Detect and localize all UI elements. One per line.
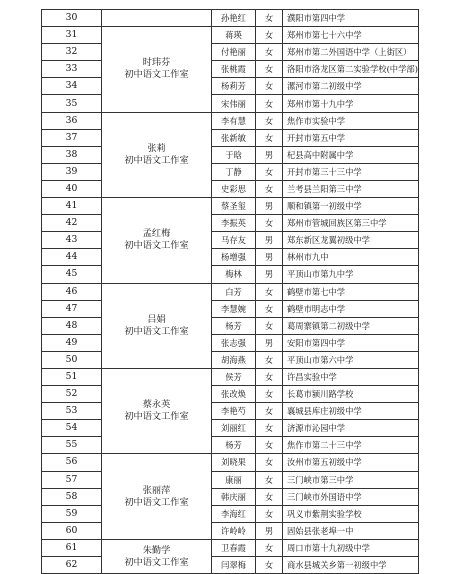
member-school: 安阳市第四中学 — [283, 334, 419, 351]
row-number: 60 — [42, 522, 102, 539]
row-number: 54 — [42, 420, 102, 437]
studio-leader: 孟红梅 — [142, 228, 171, 240]
member-name: 张志强 — [212, 334, 256, 351]
row-number: 31 — [42, 27, 102, 44]
table-row — [42, 112, 419, 129]
row-number: 37 — [42, 129, 102, 146]
member-name: 张改焕 — [212, 386, 256, 403]
member-school: 许昌实验中学 — [283, 368, 419, 385]
table-row — [42, 351, 419, 368]
member-gender: 女 — [256, 471, 283, 488]
member-school: 葛周寨镇第二初级中学 — [283, 317, 419, 334]
member-school: 郑州市第十九中学 — [283, 95, 419, 112]
row-number: 30 — [42, 10, 102, 27]
row-number: 57 — [42, 471, 102, 488]
member-name: 杨增强 — [212, 249, 256, 266]
member-school: 顺和镇第一初级中学 — [283, 198, 419, 215]
studio-label: 初中语文工作室 — [124, 240, 189, 252]
studio-label: 初中语文工作室 — [124, 69, 189, 81]
member-gender: 女 — [256, 163, 283, 180]
table-row — [42, 368, 419, 385]
studio-label: 初中语文工作室 — [124, 411, 189, 423]
member-school: 固始县张老埠一中 — [283, 522, 419, 539]
member-school: 平顶山市第六中学 — [283, 351, 419, 368]
member-name: 杨芳 — [212, 317, 256, 334]
row-number: 58 — [42, 488, 102, 505]
studio-leader: 张莉 — [147, 142, 166, 154]
member-gender: 女 — [256, 539, 283, 556]
table-row — [42, 505, 419, 522]
member-name: 于晗 — [212, 146, 256, 163]
row-number: 32 — [42, 44, 102, 61]
row-number: 53 — [42, 403, 102, 420]
table-row — [42, 180, 419, 197]
studio-label: 初中语文工作室 — [124, 556, 189, 568]
row-number: 35 — [42, 95, 102, 112]
member-school: 杞县高中附属中学 — [283, 146, 419, 163]
table-row — [42, 403, 419, 420]
table-row — [42, 471, 419, 488]
table-row — [42, 61, 419, 78]
member-name: 侯芳 — [212, 368, 256, 385]
member-gender: 女 — [256, 403, 283, 420]
member-name: 蔡圣玺 — [212, 198, 256, 215]
member-gender: 女 — [256, 300, 283, 317]
row-number: 52 — [42, 386, 102, 403]
table-row — [42, 437, 419, 454]
row-number: 51 — [42, 368, 102, 385]
member-school: 长葛市颍川路学校 — [283, 386, 419, 403]
studio-cell-empty — [102, 10, 212, 27]
studio-label: 初中语文工作室 — [124, 154, 189, 166]
row-number: 39 — [42, 163, 102, 180]
row-number: 40 — [42, 180, 102, 197]
member-gender: 女 — [256, 129, 283, 146]
table-row — [42, 249, 419, 266]
studio-leader: 蔡永英 — [142, 399, 171, 411]
studio-leader: 吕娟 — [147, 313, 166, 325]
table-row — [42, 488, 419, 505]
member-gender: 女 — [256, 386, 283, 403]
member-gender: 女 — [256, 95, 283, 112]
member-school: 兰考县兰阳第三中学 — [283, 180, 419, 197]
member-gender: 女 — [256, 437, 283, 454]
row-number: 41 — [42, 198, 102, 215]
row-number: 56 — [42, 454, 102, 471]
table-row — [42, 163, 419, 180]
member-school: 焦作市实验中学 — [283, 112, 419, 129]
row-number: 48 — [42, 317, 102, 334]
member-gender: 女 — [256, 454, 283, 471]
member-school: 漯河市第二初级中学 — [283, 78, 419, 95]
teacher-roster-table — [41, 9, 419, 574]
studio-leader: 张丽萍 — [142, 484, 171, 496]
row-number: 36 — [42, 112, 102, 129]
member-school: 汝州市第五初级中学 — [283, 454, 419, 471]
table-row — [42, 44, 419, 61]
table-row — [42, 266, 419, 283]
studio-label: 初中语文工作室 — [124, 325, 189, 337]
row-number: 49 — [42, 334, 102, 351]
row-number: 55 — [42, 437, 102, 454]
member-name: 康丽 — [212, 471, 256, 488]
table-row — [42, 215, 419, 232]
table-row — [42, 146, 419, 163]
member-school: 开封市第三十三中学 — [283, 163, 419, 180]
member-school: 鹤壁市第七中学 — [283, 283, 419, 300]
member-school: 洛阳市洛龙区第二实验学校(中学部) — [283, 61, 419, 78]
studio-cell — [102, 283, 212, 368]
member-gender: 男 — [256, 232, 283, 249]
member-name: 卫春霞 — [212, 539, 256, 556]
table-row — [42, 539, 419, 556]
member-school: 商水县城关乡第一初级中学 — [283, 557, 419, 574]
studio-label: 初中语文工作室 — [124, 496, 189, 508]
member-name: 杨芳 — [212, 437, 256, 454]
member-gender: 女 — [256, 112, 283, 129]
table-row — [42, 454, 419, 471]
table-row — [42, 232, 419, 249]
row-number: 59 — [42, 505, 102, 522]
member-school: 郑州市第二外国语中学（上街区） — [283, 44, 419, 61]
member-school: 襄城县库庄初级中学 — [283, 403, 419, 420]
row-number: 45 — [42, 266, 102, 283]
member-name: 韩庆丽 — [212, 488, 256, 505]
row-number: 44 — [42, 249, 102, 266]
member-gender: 女 — [256, 78, 283, 95]
member-school: 鹤壁市明志中学 — [283, 300, 419, 317]
member-name: 宋伟丽 — [212, 95, 256, 112]
member-name: 杨莉芳 — [212, 78, 256, 95]
member-gender: 女 — [256, 317, 283, 334]
member-gender: 女 — [256, 420, 283, 437]
member-school: 林州市九中 — [283, 249, 419, 266]
roster-body — [42, 10, 419, 574]
table-row — [42, 95, 419, 112]
member-gender: 女 — [256, 215, 283, 232]
member-name: 李艳芍 — [212, 403, 256, 420]
member-school: 开封市第五中学 — [283, 129, 419, 146]
row-number: 47 — [42, 300, 102, 317]
table-row — [42, 78, 419, 95]
member-school: 郑州市第七十六中学 — [283, 27, 419, 44]
studio-cell — [102, 368, 212, 453]
studio-leader: 朱勤学 — [142, 544, 171, 556]
member-name: 刘晓果 — [212, 454, 256, 471]
member-gender: 女 — [256, 557, 283, 574]
member-name: 李有慧 — [212, 112, 256, 129]
member-name: 白芳 — [212, 283, 256, 300]
member-school: 郑东新区龙翼初级中学 — [283, 232, 419, 249]
row-number: 62 — [42, 557, 102, 574]
member-name: 李振英 — [212, 215, 256, 232]
table-row — [42, 27, 419, 44]
member-gender: 男 — [256, 334, 283, 351]
studio-leader: 时玮芬 — [142, 57, 171, 69]
studio-cell — [102, 454, 212, 539]
member-gender: 女 — [256, 10, 283, 27]
member-gender: 女 — [256, 488, 283, 505]
member-school: 焦作市第二十三中学 — [283, 437, 419, 454]
table-row — [42, 386, 419, 403]
member-gender: 女 — [256, 44, 283, 61]
member-name: 刘丽红 — [212, 420, 256, 437]
member-name: 李海红 — [212, 505, 256, 522]
row-number: 34 — [42, 78, 102, 95]
row-number: 42 — [42, 215, 102, 232]
member-name: 闫翠梅 — [212, 557, 256, 574]
table-row — [42, 300, 419, 317]
member-gender: 男 — [256, 146, 283, 163]
member-gender: 女 — [256, 368, 283, 385]
studio-cell — [102, 539, 212, 573]
table-row — [42, 557, 419, 574]
table-row — [42, 317, 419, 334]
member-name: 梅林 — [212, 266, 256, 283]
table-row — [42, 420, 419, 437]
member-name: 付艳丽 — [212, 44, 256, 61]
member-school: 巩义市紫荆实验学校 — [283, 505, 419, 522]
member-name: 孙艳红 — [212, 10, 256, 27]
member-school: 平顶山市第九中学 — [283, 266, 419, 283]
table-row — [42, 334, 419, 351]
table-row — [42, 522, 419, 539]
member-gender: 男 — [256, 522, 283, 539]
member-name: 马存友 — [212, 232, 256, 249]
row-number: 50 — [42, 351, 102, 368]
member-school: 三门峡市第三中学 — [283, 471, 419, 488]
row-number: 61 — [42, 539, 102, 556]
member-gender: 女 — [256, 351, 283, 368]
member-gender: 女 — [256, 61, 283, 78]
member-name: 史彩思 — [212, 180, 256, 197]
member-gender: 女 — [256, 283, 283, 300]
member-name: 许岭岭 — [212, 522, 256, 539]
member-name: 张桃霞 — [212, 61, 256, 78]
member-name: 张新敏 — [212, 129, 256, 146]
member-school: 濮阳市第四中学 — [283, 10, 419, 27]
row-number: 43 — [42, 232, 102, 249]
member-school: 郑州市管城回族区第三中学 — [283, 215, 419, 232]
row-number: 33 — [42, 61, 102, 78]
table-row — [42, 129, 419, 146]
member-gender: 男 — [256, 198, 283, 215]
row-number: 46 — [42, 283, 102, 300]
member-name: 蒋瑛 — [212, 27, 256, 44]
studio-cell — [102, 198, 212, 283]
studio-cell — [102, 27, 212, 112]
row-number: 38 — [42, 146, 102, 163]
member-gender: 男 — [256, 249, 283, 266]
member-name: 李慧婉 — [212, 300, 256, 317]
table-row — [42, 198, 419, 215]
studio-cell — [102, 112, 212, 197]
member-gender: 女 — [256, 505, 283, 522]
member-gender: 女 — [256, 180, 283, 197]
member-school: 济源市沁园中学 — [283, 420, 419, 437]
table-row — [42, 10, 419, 27]
member-school: 三门峡市外国语中学 — [283, 488, 419, 505]
table-row — [42, 283, 419, 300]
member-name: 胡海燕 — [212, 351, 256, 368]
member-gender: 男 — [256, 266, 283, 283]
member-school: 周口市第十九初级中学 — [283, 539, 419, 556]
member-name: 丁静 — [212, 163, 256, 180]
member-gender: 女 — [256, 27, 283, 44]
